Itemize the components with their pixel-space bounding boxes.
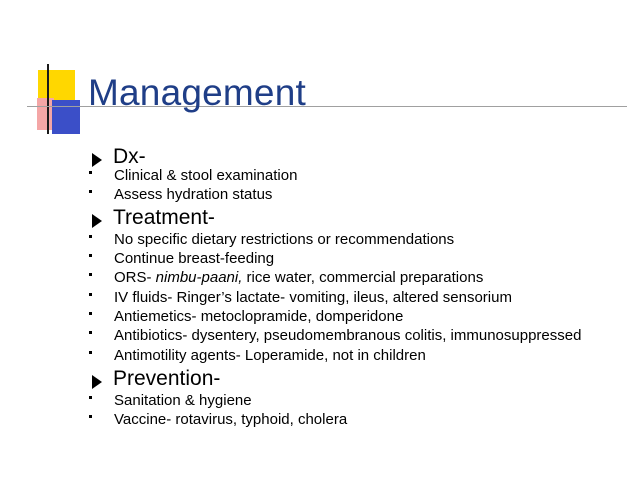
list-item-text: Assess hydration status bbox=[114, 186, 273, 203]
list-item bbox=[0, 327, 638, 345]
section-heading-text: Treatment- bbox=[113, 206, 215, 229]
list-item-text: Continue breast-feeding bbox=[114, 250, 275, 267]
list-item-text: Antibiotics- dysentery, pseudomembranous colitis, immunosuppressed bbox=[114, 327, 582, 344]
square-bullet-icon bbox=[89, 171, 92, 174]
section-heading-dx bbox=[0, 145, 638, 169]
list-item bbox=[0, 269, 638, 287]
list-item-text: Vaccine- rotavirus, typhoid, cholera bbox=[114, 411, 348, 428]
list-item-text: IV fluids- Ringer’s lactate- vomiting, ileus, altered sensorium bbox=[114, 289, 512, 306]
arrow-bullet-icon bbox=[92, 153, 102, 167]
square-bullet-icon bbox=[89, 331, 92, 334]
list-item-text: Antiemetics- metoclopramide, domperidone bbox=[114, 308, 404, 325]
list-item bbox=[0, 231, 638, 249]
square-bullet-icon bbox=[89, 415, 92, 418]
list-item bbox=[0, 167, 638, 185]
list-item-text bbox=[114, 269, 483, 286]
square-bullet-icon bbox=[89, 351, 92, 354]
square-bullet-icon bbox=[89, 312, 92, 315]
square-bullet-icon bbox=[89, 293, 92, 296]
list-item bbox=[0, 411, 638, 429]
list-item bbox=[0, 289, 638, 307]
square-bullet-icon bbox=[89, 273, 92, 276]
list-item bbox=[0, 347, 638, 365]
list-item bbox=[0, 250, 638, 268]
list-item-text: Sanitation & hygiene bbox=[114, 392, 252, 409]
list-item bbox=[0, 308, 638, 326]
item-prefix: ORS- bbox=[114, 269, 156, 286]
square-bullet-icon bbox=[89, 254, 92, 257]
list-item bbox=[0, 392, 638, 410]
square-bullet-icon bbox=[89, 235, 92, 238]
arrow-bullet-icon bbox=[92, 214, 102, 228]
item-suffix: rice water, commercial preparations bbox=[242, 269, 484, 286]
item-italic-term: nimbu-paani, bbox=[155, 269, 243, 286]
slide-title: Management bbox=[88, 72, 306, 113]
square-bullet-icon bbox=[89, 396, 92, 399]
section-heading-text: Prevention- bbox=[113, 367, 221, 390]
list-item-text: Clinical & stool examination bbox=[114, 167, 298, 184]
square-bullet-icon bbox=[89, 190, 92, 193]
list-item-text: No specific dietary restrictions or recommendations bbox=[114, 231, 455, 248]
list-item-text: Antimotility agents- Loperamide, not in children bbox=[114, 347, 426, 364]
arrow-bullet-icon bbox=[92, 375, 102, 389]
section-heading-text: Dx- bbox=[113, 145, 146, 168]
list-item bbox=[0, 186, 638, 204]
section-heading-treatment bbox=[0, 206, 638, 230]
section-heading-prevention bbox=[0, 367, 638, 391]
